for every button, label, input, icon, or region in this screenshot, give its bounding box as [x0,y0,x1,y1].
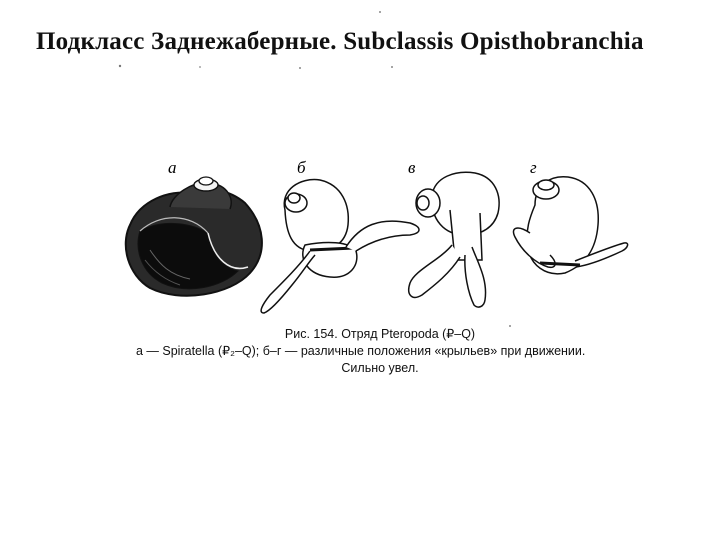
panel-label-b: б [297,158,306,177]
slide-heading: Подкласс Заднежаберные. Subclassis Opisthobranchia [36,28,644,55]
panel-label-g: г [530,158,537,177]
figure-caption [130,326,630,377]
shell-a-drawing [126,177,262,296]
caption-title: Рис. 154. Отряд Pteropoda (₽–Q) [284,327,476,341]
mollusc-v-drawing [409,172,499,307]
caption-magnification: Сильно увел. [341,361,419,375]
caption-description: а — Spiratella (₽₂–Q); б–г — различные положения «крыльев» при движении. [136,344,586,358]
panel-label-a: а [168,158,177,177]
mollusc-g-drawing [513,177,627,274]
panel-label-v: в [408,158,416,177]
pteropoda-figure [110,155,630,325]
mollusc-b-drawing [261,180,419,313]
